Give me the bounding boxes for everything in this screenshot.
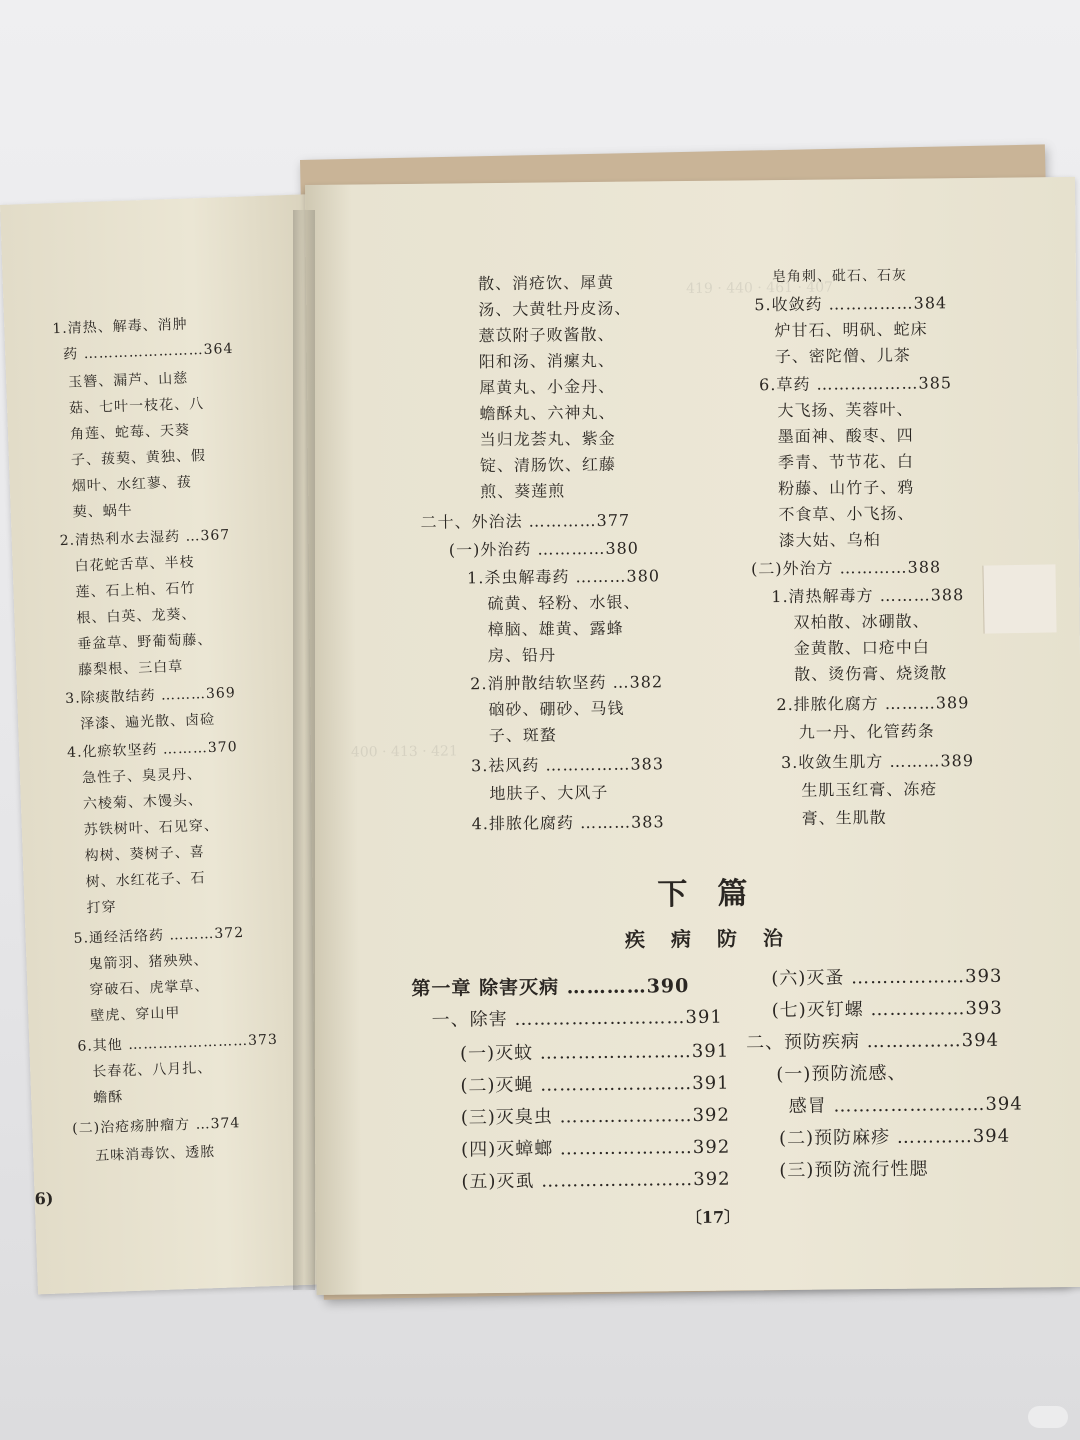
toc-line: 感冒 ……………………394 [788,1093,1023,1117]
toc-line: 皂角刺、砒石、石灰 [771,267,908,286]
toc-line: 5.通经活络药 ………372 [73,924,245,947]
toc-line: 墨面神、酸枣、四 [777,425,914,447]
toc-line: 六棱菊、木馒头、 [82,792,204,813]
toc-line: 大飞扬、芙蓉叶、 [777,399,914,421]
toc-line: (七)灭钉螺 ……………393 [771,997,1003,1022]
toc-line: 二、预防疾病 ……………394 [745,1029,1000,1054]
part-title: 下篇 [657,876,778,913]
toc-line: 4.排脓化腐药 ………383 [471,812,665,834]
toc-line: 季青、节节花、白 [777,451,915,473]
toc-line: 壁虎、穿山甲 [90,1005,181,1025]
toc-line: (一)外治药 …………380 [448,538,640,560]
toc-line: (一)预防流感、 [776,1062,907,1086]
toc-line: 穿破石、虎掌草、 [89,978,210,999]
toc-line: 汤、大黄牡丹皮汤、 [478,298,632,320]
page-number: 〔17〕 [685,1207,741,1228]
toc-line: 锭、清肠饮、红藤 [479,454,617,476]
toc-line: (四)灭蟑螂 …………………392 [461,1136,731,1161]
left-page-number: 6) [34,1188,54,1209]
toc-line: 根、白英、龙葵、 [76,606,197,627]
watermark-badge [1028,1406,1068,1428]
toc-line: (二)灭蝇 ……………………391 [460,1072,730,1097]
toc-line: 子、密陀僧、儿茶 [774,345,911,367]
toc-line: 樟脑、雄黄、露蜂 [487,618,624,640]
toc-line: 3.祛风药 ……………383 [470,754,665,776]
toc-line: 1.清热、解毒、消肿 [52,316,188,338]
toc-line: (三)灭臭虫 …………………392 [460,1104,730,1129]
toc-line: 2.排脓化腐方 ………389 [776,693,970,715]
toc-line: 子、斑蝥 [488,725,557,746]
toc-line: 不食草、小飞扬、 [778,503,915,525]
toc-line: 双柏散、冰硼散、 [793,611,930,632]
toc-line: 生肌玉红膏、冻疮 [801,779,938,800]
toc-line: 煎、葵莲煎 [480,481,566,502]
toc-line: 6.其他 ……………………373 [77,1031,279,1055]
toc-line: 藤梨根、三白草 [78,658,184,679]
toc-line: 3.除痰散结药 ………369 [65,685,236,708]
toc-line: 药 ……………………364 [62,340,234,363]
toc-line: 当归龙荟丸、紫金 [479,428,616,450]
toc-line: 菇、七叶一枝花、八 [68,396,205,417]
toc-line: 6.草药 ………………385 [759,373,953,395]
toc-line: 莲、石上柏、石竹 [75,580,196,601]
toc-line: 白花蛇舌草、半枝 [74,554,195,575]
toc-line: 打穿 [86,899,117,917]
toc-line: 二十、外治法 …………377 [420,510,631,532]
toc-line: (三)预防流行性腮 [779,1158,929,1182]
toc-line: 树、水红花子、石 [85,870,206,891]
toc-line: 5.收敛药 ……………384 [754,293,948,315]
toc-line: 硇砂、硼砂、马钱 [488,698,625,720]
toc-line: 膏、生肌散 [801,807,887,828]
part-subtitle: 疾病防治 [624,925,810,952]
show-through-text: 419 · 440 · 461 · 407 [686,279,834,298]
toc-line: (五)灭虱 ……………………392 [461,1168,731,1193]
right-page [305,177,1080,1295]
toc-line: 泽漆、遍光散、卤硷 [79,711,216,733]
toc-line: (二)治疮疡肿瘤方 …374 [72,1115,241,1138]
toc-line: 第一章 除害灭病 …………390 [411,975,690,1000]
paper-tab [982,564,1056,633]
toc-line: 鬼箭羽、猪殃殃、 [88,952,209,973]
toc-line: 蟾酥 [92,1089,124,1107]
toc-line: 硫黄、轻粉、水银、 [487,592,641,614]
toc-line: 垂盆草、野葡萄藤、 [77,631,213,653]
toc-line: 蟾酥丸、六神丸、 [479,402,616,424]
toc-line: 长春花、八月扎、 [92,1060,213,1081]
toc-line: (一)灭蚊 ……………………391 [459,1040,730,1065]
toc-line: 烟叶、水红蓼、菝 [71,474,193,495]
toc-line: 子、菝葜、黄独、假 [70,447,207,469]
left-page [0,194,356,1294]
toc-line: 阳和汤、消瘰丸、 [478,350,615,372]
toc-line: 五味消毒饮、透脓 [94,1144,216,1165]
toc-line: 地肤子、大风子 [489,782,609,804]
toc-line: (二)外治方 …………388 [750,557,942,579]
toc-line: 散、消疮饮、犀黄 [477,272,615,294]
toc-line: 1.杀虫解毒药 ………380 [467,566,661,588]
toc-line: 3.收敛生肌方 ………389 [780,751,975,773]
toc-line: (六)灭蚤 ………………393 [771,965,1003,990]
toc-line: 一、除害 ………………………391 [431,1006,723,1031]
toc-line: (二)预防麻疹 …………394 [778,1125,1011,1150]
toc-line: 角莲、蛇莓、天葵 [69,422,191,443]
toc-line: 炉甘石、明矾、蛇床 [774,319,928,341]
toc-line: 2.清热利水去湿药 …367 [59,527,231,550]
toc-line: 金黄散、口疮中白 [793,637,930,658]
toc-line: 犀黄丸、小金丹、 [479,376,616,398]
toc-line: 1.清热解毒方 ………388 [771,585,965,607]
toc-line: 葜、蜗牛 [72,502,134,521]
toc-line: 玉簪、漏芦、山慈 [67,370,189,391]
toc-line: 房、铅丹 [487,645,557,666]
toc-line: 九一丹、化管药条 [798,721,935,742]
toc-line: 4.化瘀软坚药 ………370 [66,739,238,761]
toc-line: 苏铁树叶、石见穿、 [83,817,220,839]
toc-line: 构树、葵树子、喜 [84,844,205,865]
toc-line: 散、烫伤膏、烧烫散 [794,663,948,684]
toc-line: 粉藤、山竹子、鸦 [778,477,915,499]
toc-line: 薏苡附子败酱散、 [478,324,615,346]
show-through-text: 400 · 413 · 421 [350,743,458,761]
toc-line: 急性子、臭灵丹、 [81,766,203,787]
toc-line: 2.消肿散结软坚药 …382 [470,672,664,694]
toc-line: 漆大姑、乌桕 [778,529,881,551]
